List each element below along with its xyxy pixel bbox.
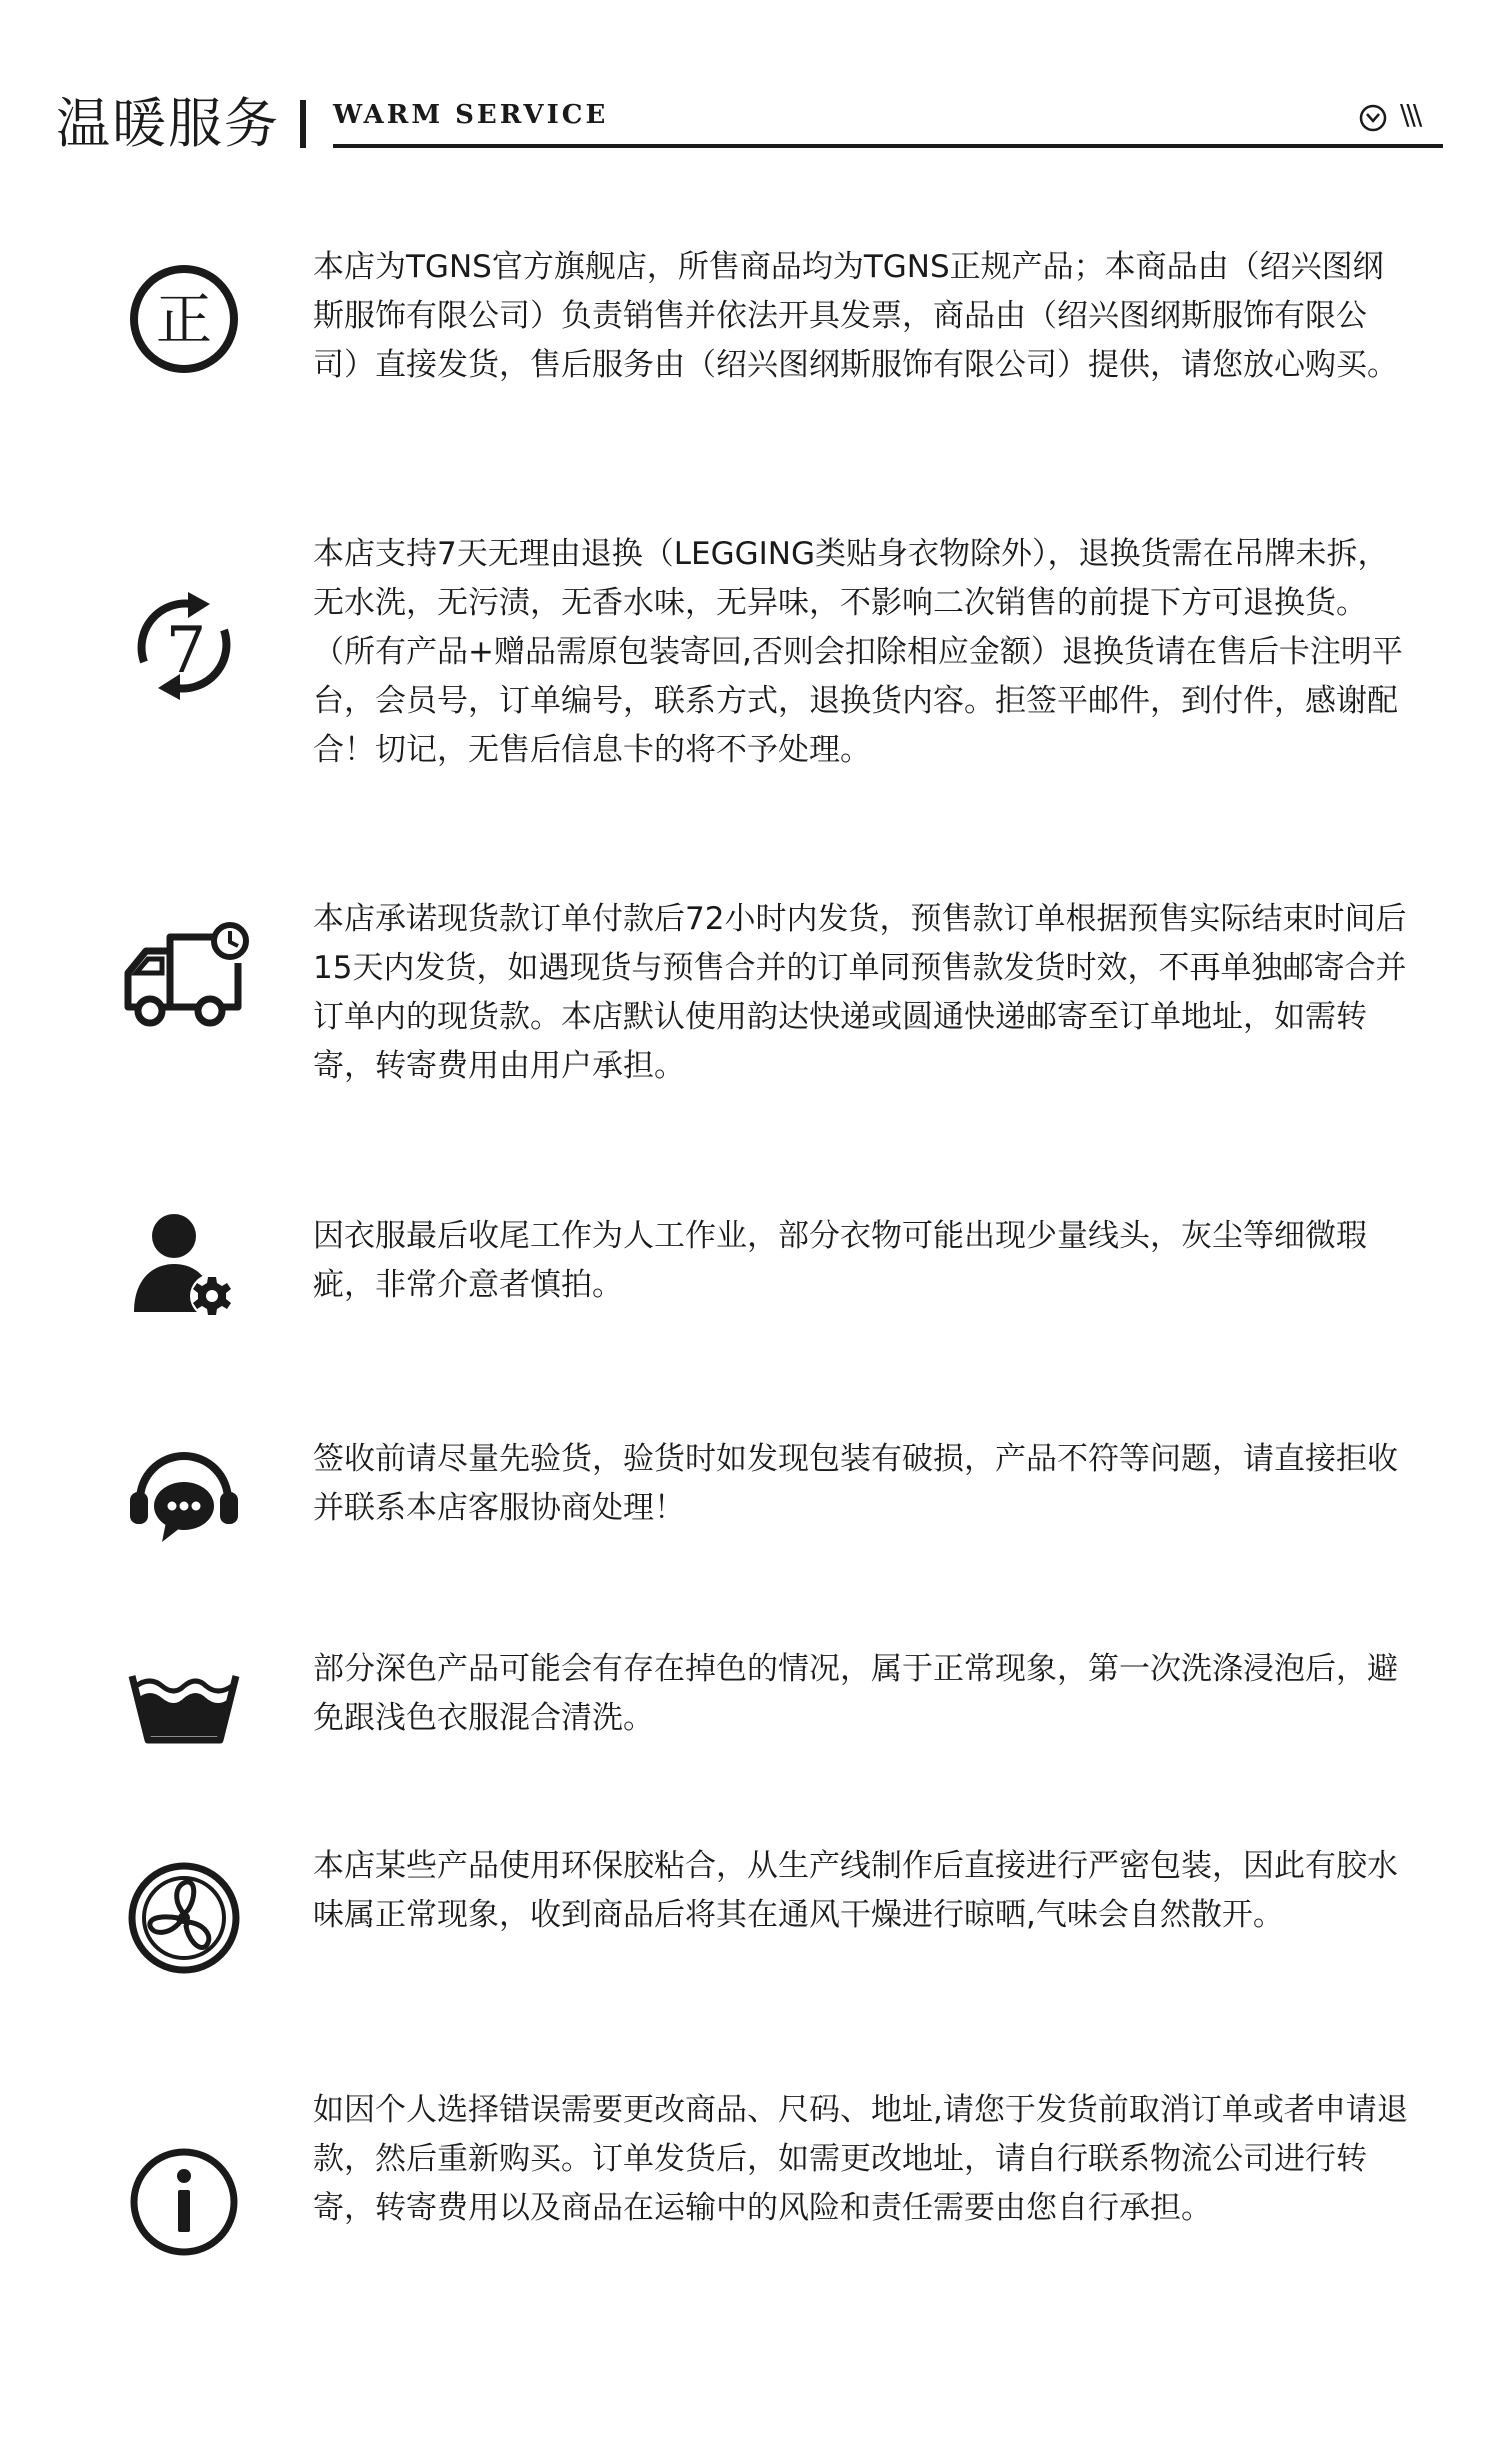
- chevron-circle-icon: [1358, 103, 1388, 133]
- page-title: 温暖服务: [56, 92, 280, 155]
- service-text: 本店承诺现货款订单付款后72小时内发货，预售款订单根据预售实际结束时间后15天内发货，如遇现货与预售合并的订单同预售款发货时效，不再单独邮寄合并订单内的现货款。本店默认使用韵达快递或圆通快递邮寄至订单地址，如需转寄，转寄费用由用户承担。: [313, 901, 1407, 1084]
- decorative-slashes: \\\: [1400, 98, 1420, 131]
- service-text: 如因个人选择错误需要更改商品、尺码、地址,请您于发货前取消订单或者申请退款，然后重新购买。订单发货后，如需更改地址，请自行联系物流公司进行转寄，转寄费用以及商品在运输中的风险和责任需要由您自行承担。: [313, 2092, 1408, 2226]
- zheng-genuine-icon: [118, 253, 250, 385]
- svg-text:7: 7: [165, 614, 207, 688]
- delivery-truck-clock-icon: [118, 915, 250, 1047]
- info-circle-icon: [118, 2136, 250, 2268]
- header-underline: [333, 144, 1443, 148]
- page-subtitle: WARM SERVICE: [333, 100, 609, 130]
- service-text: 本店为TGNS官方旗舰店，所售商品均为TGNS正规产品；本商品由（绍兴图纲斯服饰有限公司）负责销售并依法开具发票，商品由（绍兴图纲斯服饰有限公司）直接发货，售后服务由（绍兴图纲斯服饰有限公司）提供，请您放心购买。: [313, 249, 1398, 383]
- ventilation-fan-icon: [118, 1852, 250, 1984]
- headset-chat-icon: [118, 1430, 250, 1562]
- title-divider: [300, 100, 306, 148]
- user-gear-icon: [118, 1202, 250, 1334]
- page-header: [0, 0, 1500, 160]
- service-text: 部分深色产品可能会有存在掉色的情况，属于正常现象，第一次洗涤浸泡后，避免跟浅色衣服混合清洗。: [313, 1651, 1398, 1736]
- service-text: 因衣服最后收尾工作为人工作业，部分衣物可能出现少量线头，灰尘等细微瑕疵，非常介意者慎拍。: [313, 1218, 1367, 1303]
- service-text: 本店支持7天无理由退换（LEGGING类贴身衣物除外），退换货需在吊牌未拆，无水洗，无污渍，无香水味，无异味，不影响二次销售的前提下方可退换货。（所有产品+赠品需原包装寄回,否则会扣除相应金额）退换货请在售后卡注明平台，会员号，订单编号，联系方式，退换货内容。拒签平邮件，到付件，感谢配合！切记，无售后信息卡的将不予处理。: [313, 536, 1403, 768]
- wash-basin-icon: [118, 1640, 250, 1772]
- seven-day-return-icon: [118, 580, 250, 712]
- service-text: 签收前请尽量先验货，验货时如发现包装有破损，产品不符等问题，请直接拒收并联系本店客服协商处理！: [313, 1441, 1398, 1526]
- service-text: 本店某些产品使用环保胶粘合，从生产线制作后直接进行严密包装，因此有胶水味属正常现象，收到商品后将其在通风干燥进行晾晒,气味会自然散开。: [313, 1848, 1398, 1933]
- svg-text:正: 正: [156, 288, 212, 353]
